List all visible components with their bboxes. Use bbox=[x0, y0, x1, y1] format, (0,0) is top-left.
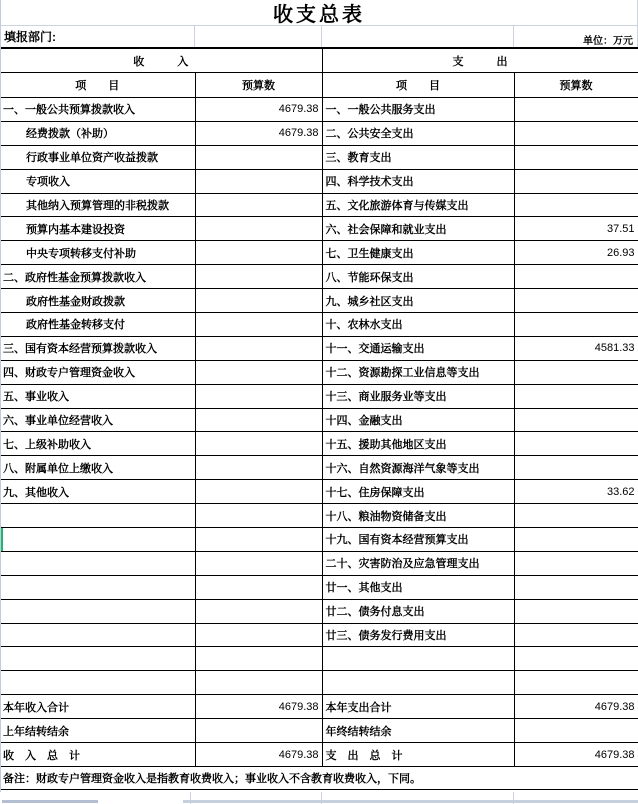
expense-item-label: 廿二、债务付息支出 bbox=[322, 599, 514, 623]
expense-item-label: 十五、援助其他地区支出 bbox=[322, 432, 514, 456]
footnote: 备注：财政专户管理资金收入是指教育收费收入；事业收入不含教育收费收入，下同。 bbox=[0, 767, 638, 790]
income-item-label: 中央专项转移支付补助 bbox=[0, 241, 195, 265]
expense-budget-value bbox=[514, 408, 638, 432]
income-grand-total-value: 4679.38 bbox=[195, 743, 322, 767]
table-row bbox=[0, 193, 638, 217]
table-row bbox=[0, 623, 638, 647]
income-item-label: 九、其他收入 bbox=[0, 480, 195, 504]
income-budget-value bbox=[195, 145, 322, 169]
income-item-label: 八、附属单位上缴收入 bbox=[0, 456, 195, 480]
expense-budget-value: 4581.33 bbox=[514, 336, 638, 360]
expense-carryover-label: 年终结转结余 bbox=[322, 719, 514, 743]
income-budget-value bbox=[195, 432, 322, 456]
column-header-row bbox=[0, 73, 638, 98]
gridline bbox=[194, 26, 195, 47]
expense-item-label: 十六、自然资源海洋气象等支出 bbox=[322, 456, 514, 480]
table-row bbox=[0, 265, 638, 289]
expense-item-label: 十九、国有资本经营预算支出 bbox=[322, 528, 514, 552]
table-row bbox=[0, 289, 638, 313]
table-row bbox=[0, 528, 638, 552]
expense-item-label: 四、科学技术支出 bbox=[322, 169, 514, 193]
income-budget-value bbox=[195, 384, 322, 408]
income-budget-value bbox=[195, 336, 322, 360]
expense-budget-value bbox=[514, 504, 638, 528]
income-item-label: 二、政府性基金预算拨款收入 bbox=[0, 265, 195, 289]
income-budget-value bbox=[195, 528, 322, 552]
sheet-edge-bar bbox=[183, 800, 638, 803]
expense-budget-value bbox=[514, 432, 638, 456]
income-grand-total-label: 收 入 总 计 bbox=[0, 743, 195, 767]
income-item-header: 项 目 bbox=[0, 73, 195, 98]
income-item-label bbox=[0, 575, 195, 599]
expense-budget-value bbox=[514, 313, 638, 337]
income-item-label bbox=[0, 528, 195, 552]
expense-budget-value bbox=[514, 528, 638, 552]
carryover-row bbox=[0, 719, 638, 743]
expense-year-total-label: 本年支出合计 bbox=[322, 695, 514, 719]
table-row bbox=[0, 336, 638, 360]
income-carryover-value bbox=[195, 719, 322, 743]
table-row bbox=[0, 98, 638, 122]
income-budget-value bbox=[195, 647, 322, 671]
expense-item-header: 项 目 bbox=[322, 73, 514, 98]
table-row bbox=[0, 504, 638, 528]
sheet-left-gridline bbox=[0, 0, 1, 792]
group-header-row bbox=[0, 48, 638, 73]
income-item-label bbox=[0, 504, 195, 528]
income-budget-value bbox=[195, 289, 322, 313]
table-row bbox=[0, 241, 638, 265]
sheet-bottom-area bbox=[0, 792, 638, 804]
report-header-row bbox=[0, 26, 638, 47]
page-title: 收支总表 bbox=[273, 4, 365, 26]
title-row bbox=[0, 0, 638, 26]
table-row bbox=[0, 432, 638, 456]
expense-item-label bbox=[322, 647, 514, 671]
expense-item-label: 廿三、债务发行费用支出 bbox=[322, 623, 514, 647]
income-group-header: 收 入 bbox=[0, 48, 322, 73]
expense-item-label: 九、城乡社区支出 bbox=[322, 289, 514, 313]
expense-budget-value bbox=[514, 647, 638, 671]
expense-budget-value: 37.51 bbox=[514, 217, 638, 241]
unit-label: 单位：万元 bbox=[583, 36, 633, 47]
income-item-label: 行政事业单位资产收益拨款 bbox=[0, 145, 195, 169]
income-budget-value: 4679.38 bbox=[195, 121, 322, 145]
income-year-total-label: 本年收入合计 bbox=[0, 695, 195, 719]
expense-item-label: 五、文化旅游体育与传媒支出 bbox=[322, 193, 514, 217]
expense-item-label: 二十、灾害防治及应急管理支出 bbox=[322, 551, 514, 575]
table-row bbox=[0, 145, 638, 169]
expense-item-label: 十二、资源勘探工业信息等支出 bbox=[322, 360, 514, 384]
table-row bbox=[0, 384, 638, 408]
table-row bbox=[0, 121, 638, 145]
table-row bbox=[0, 551, 638, 575]
income-budget-value bbox=[195, 623, 322, 647]
income-item-label: 四、财政专户管理资金收入 bbox=[0, 360, 195, 384]
income-budget-value bbox=[195, 551, 322, 575]
expense-budget-value bbox=[514, 121, 638, 145]
sheet-edge-bar bbox=[2, 800, 98, 803]
table-row bbox=[0, 217, 638, 241]
gridline bbox=[513, 26, 514, 47]
income-item-label: 经费拨款（补助） bbox=[0, 121, 195, 145]
expense-item-label: 八、节能环保支出 bbox=[322, 265, 514, 289]
table-row bbox=[0, 169, 638, 193]
expense-budget-value bbox=[514, 671, 638, 695]
income-item-label bbox=[0, 551, 195, 575]
income-budget-value bbox=[195, 408, 322, 432]
income-year-total-value: 4679.38 bbox=[195, 695, 322, 719]
table-row bbox=[0, 671, 638, 695]
expense-item-label: 十、农林水支出 bbox=[322, 313, 514, 337]
income-budget-value bbox=[195, 193, 322, 217]
expense-budget-value bbox=[514, 623, 638, 647]
expense-grand-total-label: 支 出 总 计 bbox=[322, 743, 514, 767]
expense-item-label: 十三、商业服务业等支出 bbox=[322, 384, 514, 408]
income-item-label: 五、事业收入 bbox=[0, 384, 195, 408]
expense-budget-value: 33.62 bbox=[514, 480, 638, 504]
table-row bbox=[0, 456, 638, 480]
note-row bbox=[0, 767, 638, 790]
table-row bbox=[0, 575, 638, 599]
expense-budget-value bbox=[514, 599, 638, 623]
expense-budget-value bbox=[514, 360, 638, 384]
income-budget-value bbox=[195, 169, 322, 193]
expense-budget-value bbox=[514, 145, 638, 169]
table-row bbox=[0, 647, 638, 671]
income-item-label: 专项收入 bbox=[0, 169, 195, 193]
table-row bbox=[0, 408, 638, 432]
expense-budget-value bbox=[514, 289, 638, 313]
grand-total-row bbox=[0, 743, 638, 767]
expense-budget-value bbox=[514, 384, 638, 408]
expense-budget-value bbox=[514, 575, 638, 599]
expense-item-label: 七、卫生健康支出 bbox=[322, 241, 514, 265]
income-budget-value bbox=[195, 241, 322, 265]
income-item-label: 政府性基金转移支付 bbox=[0, 313, 195, 337]
income-budget-header: 预算数 bbox=[195, 73, 322, 98]
income-budget-value bbox=[195, 265, 322, 289]
table-row bbox=[0, 313, 638, 337]
expense-budget-value bbox=[514, 98, 638, 122]
expense-budget-value bbox=[514, 551, 638, 575]
expense-item-label: 十四、金融支出 bbox=[322, 408, 514, 432]
expense-item-label: 十一、交通运输支出 bbox=[322, 336, 514, 360]
expense-group-header: 支 出 bbox=[322, 48, 638, 73]
income-budget-value bbox=[195, 671, 322, 695]
expense-budget-value bbox=[514, 265, 638, 289]
income-budget-value bbox=[195, 217, 322, 241]
income-item-label: 七、上级补助收入 bbox=[0, 432, 195, 456]
income-budget-value bbox=[195, 313, 322, 337]
income-item-label bbox=[0, 623, 195, 647]
expense-budget-value bbox=[514, 456, 638, 480]
expense-item-label: 十七、住房保障支出 bbox=[322, 480, 514, 504]
income-item-label bbox=[0, 647, 195, 671]
income-budget-value bbox=[195, 504, 322, 528]
expense-item-label: 一、一般公共服务支出 bbox=[322, 98, 514, 122]
expense-item-label: 十八、粮油物资储备支出 bbox=[322, 504, 514, 528]
income-budget-value bbox=[195, 599, 322, 623]
expense-item-label: 六、社会保障和就业支出 bbox=[322, 217, 514, 241]
expense-budget-header: 预算数 bbox=[514, 73, 638, 98]
income-budget-value bbox=[195, 456, 322, 480]
year-total-row bbox=[0, 695, 638, 719]
dept-label: 填报部门: bbox=[4, 30, 56, 44]
income-carryover-label: 上年结转结余 bbox=[0, 719, 195, 743]
expense-item-label bbox=[322, 671, 514, 695]
income-item-label bbox=[0, 671, 195, 695]
income-expense-table bbox=[0, 47, 638, 790]
income-item-label: 六、事业单位经营收入 bbox=[0, 408, 195, 432]
expense-year-total-value: 4679.38 bbox=[514, 695, 638, 719]
income-item-label: 其他纳入预算管理的非税拨款 bbox=[0, 193, 195, 217]
table-row bbox=[0, 599, 638, 623]
expense-carryover-value bbox=[514, 719, 638, 743]
income-item-label: 政府性基金财政拨款 bbox=[0, 289, 195, 313]
income-item-label bbox=[0, 599, 195, 623]
table-row bbox=[0, 480, 638, 504]
expense-budget-value: 26.93 bbox=[514, 241, 638, 265]
income-item-label: 一、一般公共预算拨款收入 bbox=[0, 98, 195, 122]
income-item-label: 预算内基本建设投资 bbox=[0, 217, 195, 241]
income-budget-value bbox=[195, 575, 322, 599]
income-budget-value bbox=[195, 480, 322, 504]
income-budget-value: 4679.38 bbox=[195, 98, 322, 122]
expense-grand-total-value: 4679.38 bbox=[514, 743, 638, 767]
income-item-label: 三、国有资本经营预算拨款收入 bbox=[0, 336, 195, 360]
expense-budget-value bbox=[514, 169, 638, 193]
expense-budget-value bbox=[514, 193, 638, 217]
expense-item-label: 三、教育支出 bbox=[322, 145, 514, 169]
expense-item-label: 廿一、其他支出 bbox=[322, 575, 514, 599]
gridline bbox=[321, 26, 322, 47]
income-budget-value bbox=[195, 360, 322, 384]
expense-item-label: 二、公共安全支出 bbox=[322, 121, 514, 145]
table-row bbox=[0, 360, 638, 384]
